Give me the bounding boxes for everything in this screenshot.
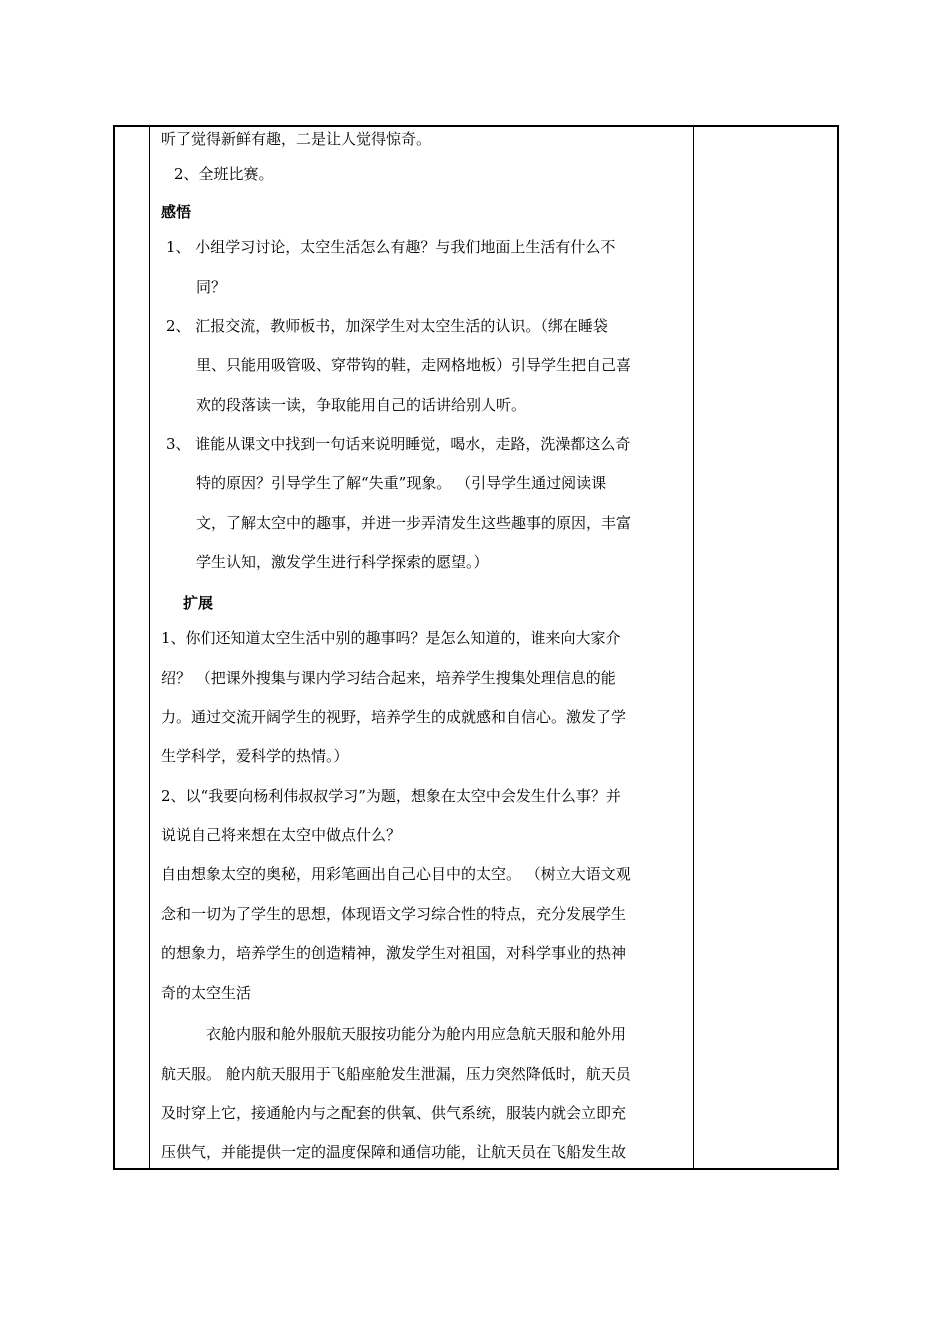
text-line: 听了觉得新鲜有趣，二是让人觉得惊奇。 [161,130,432,148]
text-line: 2、 汇报交流，教师板书，加深学生对太空生活的认识。（绑在睡袋 [166,317,608,335]
column-divider-2 [693,125,694,1170]
text-line: 自由想象太空的奥秘，用彩笔画出自己心目中的太空。 （树立大语文观 [161,865,631,883]
text-line: 文，了解太空中的趣事，并进一步弄清发生这些趣事的原因，丰富 [196,514,632,532]
section-heading-kuozhan: 扩展 [183,594,214,612]
text-line: 衣舱内服和舱外服航天服按功能分为舱内用应急航天服和舱外用 [206,1025,627,1043]
table-right-border [837,125,839,1170]
text-line: 生学科学，爱科学的热情。） [161,747,349,765]
text-line: 1、 小组学习讨论，太空生活怎么有趣？与我们地面上生活有什么不 [166,238,616,256]
table-bottom-border [113,1168,839,1170]
text-line: 3、 谁能从课文中找到一句话来说明睡觉，喝水，走路，洗澡都这么奇 [166,435,631,453]
text-line: 航天服。 舱内航天服用于飞船座舱发生泄漏，压力突然降低时，航天员 [161,1065,631,1083]
text-line: 特的原因？引导学生了解“失重”现象。 （引导学生通过阅读课 [196,474,607,492]
text-line: 的想象力，培养学生的创造精神，激发学生对祖国，对科学事业的热神 [161,944,627,962]
text-line: 说说自己将来想在太空中做点什么？ [161,826,402,844]
text-line: 奇的太空生活 [161,984,252,1002]
text-line: 2、全班比赛。 [174,165,274,183]
text-line: 绍？ （把课外搜集与课内学习结合起来，培养学生搜集处理信息的能 [161,669,616,687]
table-top-border [113,125,839,127]
text-line: 学生认知，激发学生进行科学探索的愿望。） [196,553,489,571]
column-divider-1 [149,125,150,1170]
text-line: 里、只能用吸管吸、穿带钩的鞋，走网格地板）引导学生把自己喜 [196,356,632,374]
table-left-border [113,125,115,1170]
text-line: 及时穿上它，接通舱内与之配套的供氧、供气系统，服装内就会立即充 [161,1104,627,1122]
text-line: 压供气，并能提供一定的温度保障和通信功能，让航天员在飞船发生故 [161,1143,627,1161]
text-line: 欢的段落读一读，争取能用自己的话讲给别人听。 [196,396,527,414]
section-heading-ganwu: 感悟 [161,203,192,221]
text-line: 同？ [196,278,227,296]
text-line: 念和一切为了学生的思想，体现语文学习综合性的特点，充分发展学生 [161,905,627,923]
text-line: 力。通过交流开阔学生的视野，培养学生的成就感和自信心。激发了学 [161,708,627,726]
text-line: 2、以“我要向杨利伟叔叔学习”为题，想象在太空中会发生什么事？并 [161,787,621,805]
text-line: 1、你们还知道太空生活中别的趣事吗？是怎么知道的，谁来向大家介 [161,629,621,647]
